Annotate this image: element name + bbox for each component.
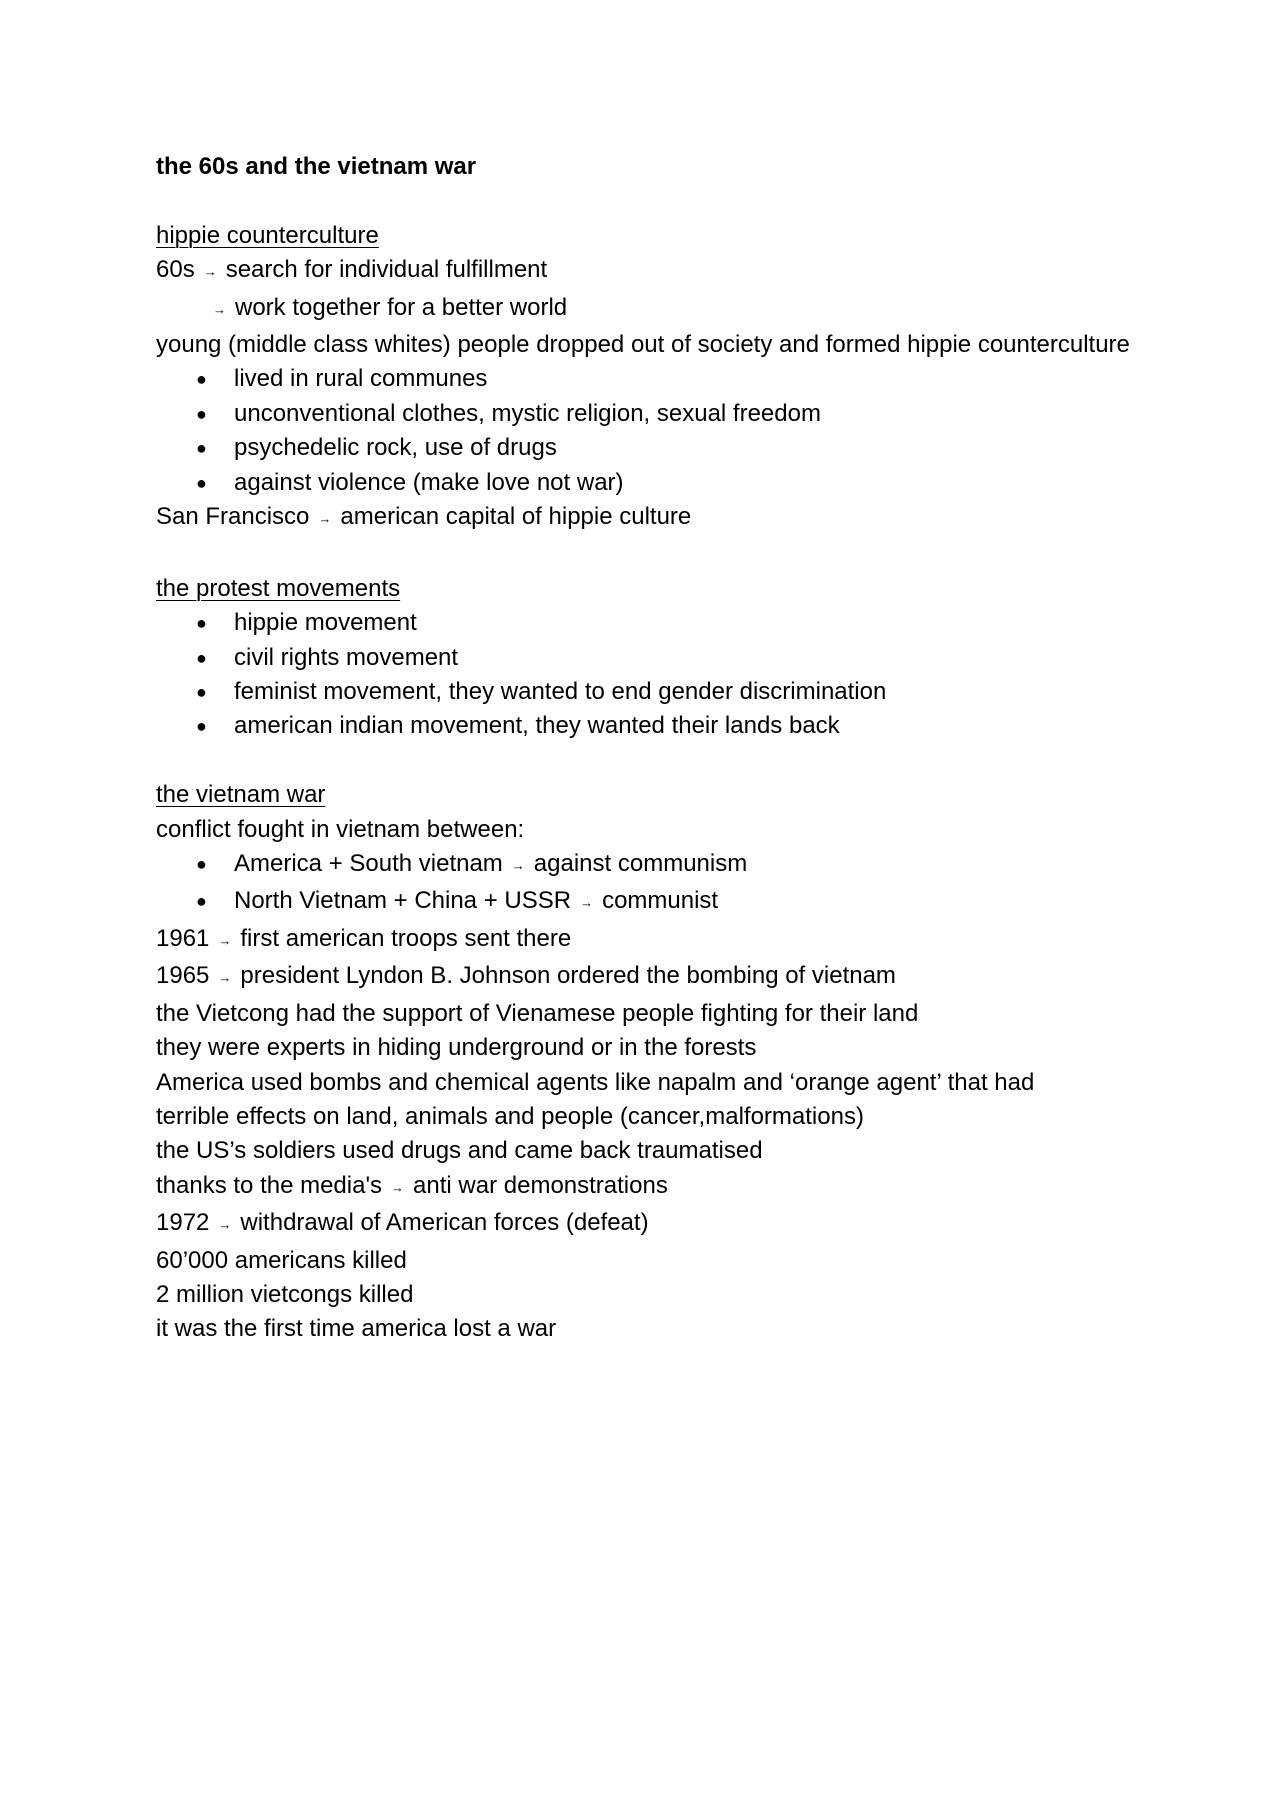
list-item <box>156 431 1136 465</box>
bullet-list-vietnam <box>156 847 1136 922</box>
bullet-icon: ● <box>196 369 207 390</box>
list-item <box>156 466 1136 500</box>
spacer <box>156 744 1136 778</box>
bullet-list-hippie <box>156 362 1136 500</box>
text-line <box>156 253 1136 290</box>
text-line: the Vietcong had the support of Vienamese people fighting for their land <box>156 999 919 1027</box>
list-item <box>156 641 1136 675</box>
text-span: 1972 <box>156 1209 210 1237</box>
list-item-text: american indian movement, they wanted their lands back <box>234 712 840 740</box>
text-line: the US’s soldiers used drugs and came back traumatised <box>156 1137 763 1165</box>
text-span: american capital of hippie culture <box>340 503 692 531</box>
text-line <box>156 1169 1136 1206</box>
bullet-icon: ● <box>196 647 207 668</box>
list-item-text: feminist movement, they wanted to end gender discrimination <box>234 678 887 706</box>
heading-text: the protest movements <box>156 574 401 602</box>
bullet-icon: ● <box>196 613 207 634</box>
list-item <box>156 884 1136 921</box>
list-item-text: against communism <box>533 850 748 878</box>
list-item-text: communist <box>602 887 719 915</box>
bullet-icon: ● <box>196 891 207 912</box>
text-line: they were experts in hiding underground or in the forests <box>156 1034 757 1062</box>
text-line: 2 million vietcongs killed <box>156 1280 414 1308</box>
text-span: thanks to the media's <box>156 1171 383 1199</box>
text-span: 1961 <box>156 924 210 952</box>
bullet-icon: ● <box>196 438 207 459</box>
text-line <box>156 1206 1136 1243</box>
text-line: America used bombs and chemical agents like napalm and ‘orange agent’ that had <box>156 1068 1035 1096</box>
text-line <box>156 500 1136 537</box>
text-line: terrible effects on land, animals and people (cancer,malformations) <box>156 1102 864 1130</box>
arrow-icon: → <box>318 511 332 527</box>
text-line <box>156 922 1136 959</box>
list-item <box>156 847 1136 884</box>
list-item <box>156 675 1136 709</box>
text-span: 60s <box>156 256 195 284</box>
document-page <box>156 150 1136 1347</box>
spacer <box>156 537 1136 571</box>
heading-text: the vietnam war <box>156 781 326 809</box>
arrow-icon: → <box>391 1179 405 1195</box>
bullet-icon: ● <box>196 403 207 424</box>
bullet-icon: ● <box>196 854 207 875</box>
list-item <box>156 606 1136 640</box>
text-line: it was the first time america lost a war <box>156 1315 557 1343</box>
text-span: work together for a better world <box>235 293 568 321</box>
text-span: 1965 <box>156 962 210 990</box>
arrow-icon: → <box>218 970 232 986</box>
text-span: first american troops sent there <box>240 924 572 952</box>
text-span: anti war demonstrations <box>413 1171 668 1199</box>
list-item-text: hippie movement <box>234 609 417 637</box>
list-item <box>156 397 1136 431</box>
list-item <box>156 362 1136 396</box>
text-line: 60’000 americans killed <box>156 1246 407 1274</box>
arrow-icon: → <box>218 1217 232 1233</box>
document-title: the 60s and the vietnam war <box>156 153 477 180</box>
list-item-text: unconventional clothes, mystic religion, sexual freedom <box>234 399 821 427</box>
text-line <box>156 959 1136 996</box>
text-span: San Francisco <box>156 503 310 531</box>
list-item-text: psychedelic rock, use of drugs <box>234 434 557 462</box>
text-line <box>156 291 1136 328</box>
heading-text: hippie counterculture <box>156 221 379 249</box>
arrow-icon: → <box>511 858 525 874</box>
section-heading-hippie <box>156 219 1136 253</box>
bullet-list-protest <box>156 606 1136 744</box>
list-item <box>156 709 1136 743</box>
text-span: withdrawal of American forces (defeat) <box>240 1209 649 1237</box>
section-heading-protest <box>156 572 1136 606</box>
arrow-icon: → <box>218 932 232 948</box>
list-item-text: lived in rural communes <box>234 365 488 393</box>
arrow-icon: → <box>213 301 226 317</box>
list-item-text: against violence (make love not war) <box>234 468 624 496</box>
list-item-text: North Vietnam + China + USSR <box>234 887 572 915</box>
bullet-icon: ● <box>196 716 207 737</box>
list-item-text: America + South vietnam <box>234 850 503 878</box>
text-span: president Lyndon B. Johnson ordered the bombing of vietnam <box>240 962 896 990</box>
list-item-text: civil rights movement <box>234 643 459 671</box>
text-line: conflict fought in vietnam between: <box>156 815 525 843</box>
text-paragraph: young (middle class whites) people dropped out of society and formed hippie counterculture <box>156 331 1130 359</box>
spacer <box>156 184 1136 218</box>
bullet-icon: ● <box>196 472 207 493</box>
arrow-icon: → <box>203 264 217 280</box>
section-heading-vietnam <box>156 778 1136 812</box>
bullet-icon: ● <box>196 682 207 703</box>
text-span: search for individual fulfillment <box>225 256 548 284</box>
arrow-icon: → <box>580 895 594 911</box>
